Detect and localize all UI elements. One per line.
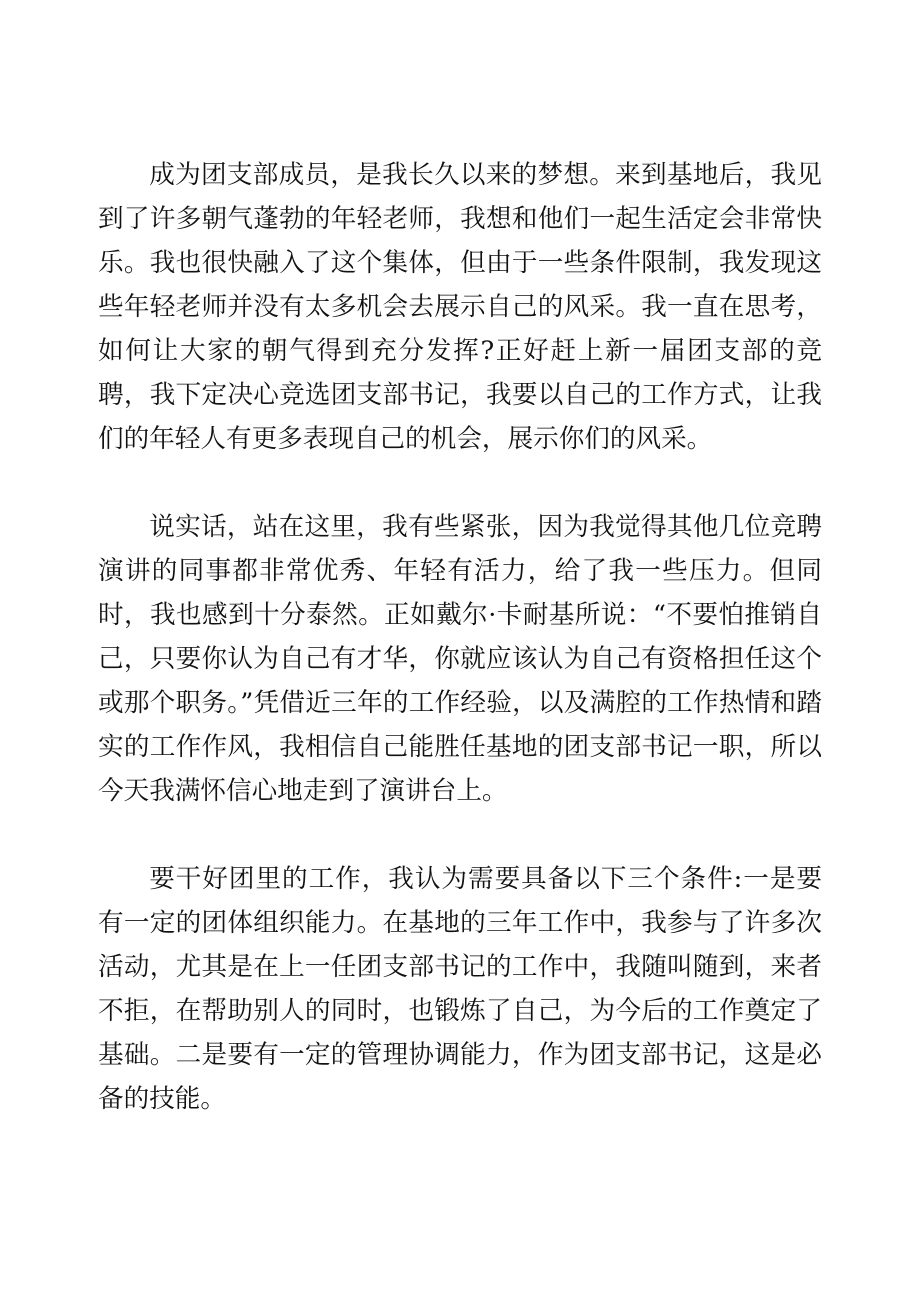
paragraph-3: 要干好团里的工作，我认为需要具备以下三个条件:一是要有一定的团体组织能力。在基地的三年工作中，我参与了许多次活动，尤其是在上一任团支部书记的工作中，我随叫随到，来者不拒，在帮助别人的同时，也锻炼了自己，为今后的工作奠定了基础。二是要有一定的管理协调能力，作为团支部书记，这是必备的技能。 [98,864,822,1114]
paragraph-1: 成为团支部成员，是我长久以来的梦想。来到基地后，我见到了许多朝气蓬勃的年轻老师，我想和他们一起生活定会非常快乐。我也很快融入了这个集体，但由于一些条件限制，我发现这些年轻老师并没有太多机会去展示自己的风采。我一直在思考，如何让大家的朝气得到充分发挥?正好赶上新一届团支部的竞聘，我下定决心竞选团支部书记，我要以自己的工作方式，让我们的年轻人有更多表现自己的机会，展示你们的风采。 [98,160,822,454]
paragraph-2: 说实话，站在这里，我有些紧张，因为我觉得其他几位竞聘演讲的同事都非常优秀、年轻有活力，给了我一些压力。但同时，我也感到十分泰然。正如戴尔·卡耐基所说：“不要怕推销自己，只要你认为自己有才华，你就应该认为自己有资格担任这个或那个职务。”凭借近三年的工作经验，以及满腔的工作热情和踏实的工作作风，我相信自己能胜任基地的团支部书记一职，所以今天我满怀信心地走到了演讲台上。 [98,512,822,806]
document-body [98,153,822,1121]
